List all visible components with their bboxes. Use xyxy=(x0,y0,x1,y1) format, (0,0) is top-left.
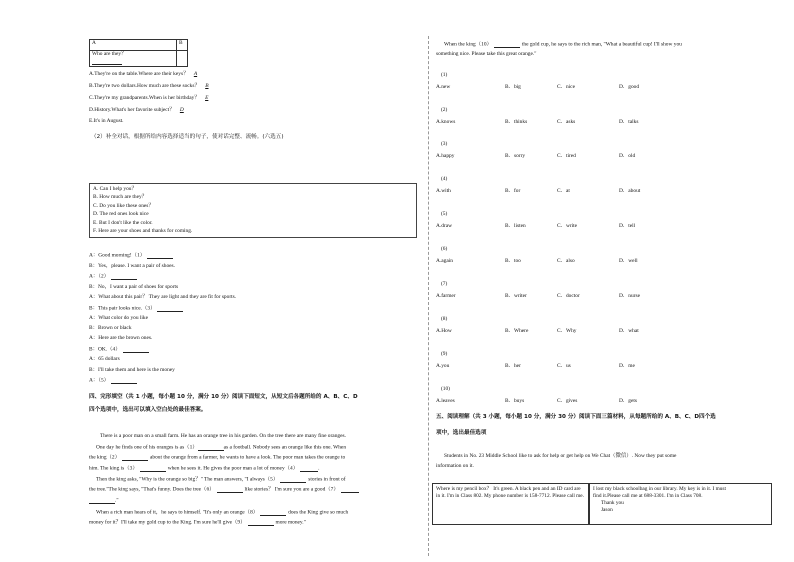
option-b[interactable]: B．thinks xyxy=(505,119,528,125)
dialog-line: B：This pair looks nice.（3） xyxy=(89,305,183,312)
option-b[interactable]: B．big xyxy=(505,84,521,90)
match-question: Who are they？ xyxy=(90,51,177,67)
passage-line: him. The king is（3） when he sees it. He gives the poor man a lot of money（4） . xyxy=(89,465,320,472)
option-d[interactable]: D．talks xyxy=(619,119,639,125)
question-number: (10) xyxy=(441,386,450,392)
option-c[interactable]: C．also xyxy=(557,258,575,264)
option-box-item: D. The red ones look nice xyxy=(93,211,149,218)
passage-line: When a rich man hears of it，he says to himself. "It's only an orange（8） does the King give so much xyxy=(96,509,349,516)
option-b[interactable]: B．too xyxy=(505,258,521,264)
passage-line: the tree."The king says, "That's funny. Does the tree（6） like stories？ I'm sure you are a good（7） xyxy=(89,486,359,493)
match-option: B.They're two dollars.How much are these socks？ B xyxy=(89,83,209,89)
option-d[interactable]: D．about xyxy=(619,188,641,194)
option-b[interactable]: B．her xyxy=(505,363,521,369)
match-col-a: A xyxy=(90,40,177,51)
option-c[interactable]: C．Why xyxy=(557,328,577,334)
match-table xyxy=(89,39,188,67)
option-d[interactable]: D．what xyxy=(619,328,639,334)
dialog-line: A：（5） xyxy=(89,377,137,384)
question-number: (6) xyxy=(441,246,448,252)
dialog-line: A：What color do you like xyxy=(89,315,148,321)
question-number: (9) xyxy=(441,351,448,357)
option-a[interactable]: A.farmer xyxy=(436,293,456,299)
question-number: (2) xyxy=(441,107,448,113)
passage-line: money for it？I'll take my gold cup to the King. I'm sure he'll give（9） more money." xyxy=(89,519,306,526)
dialog-line: B：I'll take them and here is the money xyxy=(89,367,175,373)
option-a[interactable]: A.draw xyxy=(436,223,453,229)
question-number: (8) xyxy=(441,316,448,322)
passage-line: When the king（10） the gold cup, he says to the rich man, "What a beautiful cup! I'll show you xyxy=(444,41,682,48)
option-b[interactable]: B．writer xyxy=(505,293,527,299)
option-d[interactable]: D．nurse xyxy=(619,293,640,299)
dialog-instruction: （2）补全对话，根据所给内容选择适当的句子，使对话完整、流畅。(六选五) xyxy=(91,134,284,140)
notice-pencil-box: Where is my pencil box？ It's green. A black pen and an ID card are in it. I'm in Class 802. My phone number is 158-7712. Please call me. xyxy=(432,483,589,525)
option-c[interactable]: C．tired xyxy=(557,153,576,159)
reading-heading: 五、阅读理解（共 3 小题，每小题 10 分，满分 30 分）阅读下面三篇材料，从每题所给的 A、B、C、D四个选 xyxy=(436,414,716,420)
reading-intro-line: information on it. xyxy=(436,463,474,469)
passage-line: There is a poor man on a small farm. He has an orange tree in his garden. On the tree there are many fine oranges. xyxy=(100,433,346,439)
column-divider xyxy=(428,36,429,556)
option-a[interactable]: A.knows xyxy=(436,119,456,125)
option-c[interactable]: C．at xyxy=(557,188,570,194)
option-d[interactable]: D．well xyxy=(619,258,638,264)
passage-line: One day he finds one of his oranges is as（1） as a football. Nobody sees an orange like this one. When xyxy=(96,444,347,451)
notice-line: Jason xyxy=(601,507,613,514)
option-a[interactable]: A.leaves xyxy=(436,398,455,404)
match-option: A.They're on the table.Where are their keys？ A xyxy=(89,71,198,77)
option-d[interactable]: D．gets xyxy=(619,398,637,404)
dialog-line: A：What about this pair？ They are light and they are fit for sports. xyxy=(89,294,237,300)
option-c[interactable]: C．doctor xyxy=(557,293,580,299)
option-c[interactable]: C．nice xyxy=(557,84,575,90)
question-number: (3) xyxy=(441,141,448,147)
match-option: D.History.What's her favorite subject？ D xyxy=(89,107,184,113)
option-a[interactable]: A.new xyxy=(436,84,451,90)
option-box-item: A. Can I help you？ xyxy=(93,186,137,192)
option-b[interactable]: B．Where xyxy=(505,328,529,334)
option-c[interactable]: C．asks xyxy=(557,119,576,125)
passage-line: something nice. Please take this great orange." xyxy=(436,51,537,57)
dialog-line: A：Here are the brown ones. xyxy=(89,335,153,341)
option-b[interactable]: B．for xyxy=(505,188,521,194)
dialog-line: A：（2） xyxy=(89,273,137,280)
dialog-line: A：65 dollars xyxy=(89,356,120,362)
dialog-line: B：No，I want a pair of shoes for sports xyxy=(89,284,179,290)
reading-intro-line: Students in No. 23 Middle School like to ask for help or get help on We Chat（微信）. Now they put some xyxy=(444,453,677,459)
notice-line: Thank you xyxy=(601,500,624,507)
match-col-b: B xyxy=(177,40,188,51)
option-b[interactable]: B．buys xyxy=(505,398,525,404)
option-d[interactable]: D．good xyxy=(619,84,640,90)
option-box-item: F. Here are your shoes and thanks for coming. xyxy=(93,227,193,234)
match-option: C.They're my grandparents.When is her birthday？ E xyxy=(89,95,209,101)
option-b[interactable]: B．sorry xyxy=(505,153,526,159)
option-box-item: C. Do you like these ones？ xyxy=(93,202,154,209)
option-d[interactable]: D．old xyxy=(619,153,636,159)
dialog-line: A：Good morning!（1） xyxy=(89,252,173,259)
option-c[interactable]: C．us xyxy=(557,363,571,369)
passage-line: Then the king asks, "Why is the orange so big？" The man answers, "I always（5） stories in front of xyxy=(96,476,346,483)
cloze-heading: 四、完形填空（共 1 小题，每小题 10 分，满分 10 分）阅读下面短文，从短文后各题所给的 A、B、C、D xyxy=(89,394,358,400)
option-box xyxy=(89,183,417,238)
option-a[interactable]: A.How xyxy=(436,328,452,334)
cloze-heading-2: 四个选项中，选出可以填入空白处的最佳答案。 xyxy=(89,407,207,413)
option-b[interactable]: B．listen xyxy=(505,223,526,229)
question-number: (7) xyxy=(441,281,448,287)
option-a[interactable]: A.happy xyxy=(436,153,455,159)
reading-heading-2: 项中，选出最佳选项 xyxy=(436,430,487,436)
passage-line: the king（2） about the orange from a farmer, he wants to have a look. The poor man takes the orange to xyxy=(89,454,346,461)
option-box-item: E. But I don't like the color. xyxy=(93,219,153,226)
question-number: (1) xyxy=(441,72,448,78)
match-option: E.It's in August. xyxy=(89,118,124,124)
question-number: (4) xyxy=(441,176,448,182)
option-d[interactable]: D．me xyxy=(619,363,635,369)
dialog-line: B：Yes，please. I want a pair of shoes. xyxy=(89,263,175,269)
dialog-line: B：OK.（4） xyxy=(89,346,149,353)
option-d[interactable]: D．tell xyxy=(619,223,636,229)
notice-line: find it.Please call me at 688-3301. I'm in Class 708. xyxy=(593,493,703,500)
dialog-line: B：Brown or black xyxy=(89,325,132,331)
option-c[interactable]: C．gives xyxy=(557,398,578,404)
option-a[interactable]: A.you xyxy=(436,363,450,369)
option-a[interactable]: A.again xyxy=(436,258,453,264)
passage-line: ." xyxy=(89,497,119,504)
option-box-item: B. How much are they？ xyxy=(93,194,148,201)
question-number: (5) xyxy=(441,211,448,217)
notice-schoolbag xyxy=(589,483,772,525)
option-c[interactable]: C．write xyxy=(557,223,578,229)
option-a[interactable]: A.with xyxy=(436,188,451,194)
notice-line: I lost my black schoolbag in our library. My key is in it. I must xyxy=(593,486,726,492)
